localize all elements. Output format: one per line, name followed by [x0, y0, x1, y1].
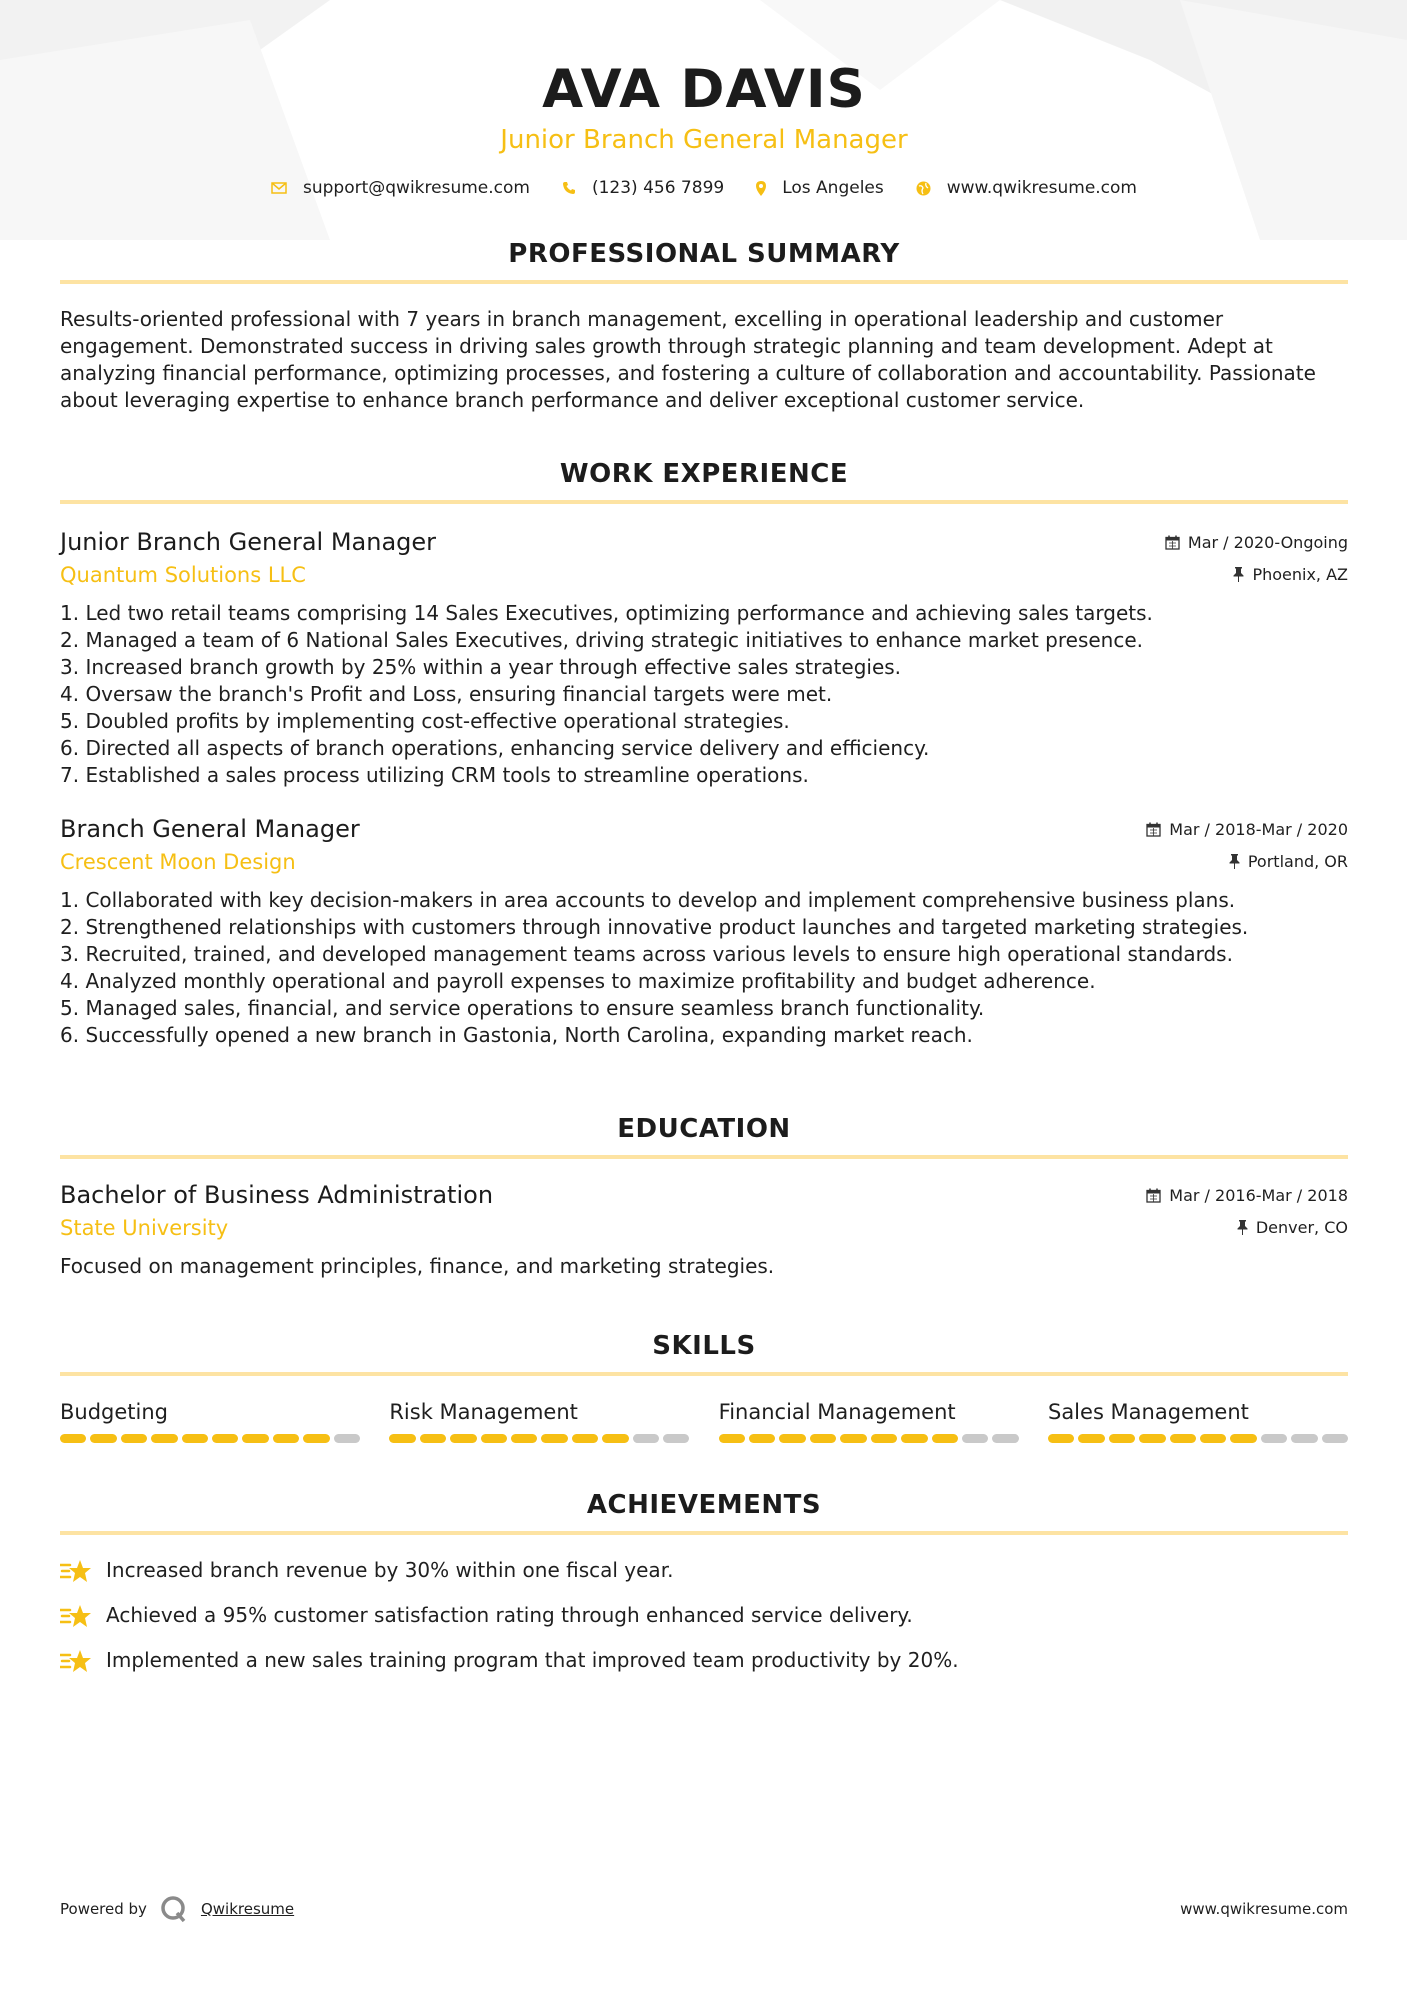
skill-dot [1170, 1434, 1196, 1443]
footer-url[interactable]: www.qwikresume.com [1180, 1900, 1348, 1918]
skill-dot [242, 1434, 268, 1443]
skill-dot [303, 1434, 329, 1443]
achievements-heading: ACHIEVEMENTS [586, 1490, 822, 1520]
skill-dot [602, 1434, 628, 1443]
school-name: State University [60, 1216, 229, 1240]
skill-dot [779, 1434, 805, 1443]
phone-icon [562, 181, 576, 195]
education-dates: Mar / 2016-Mar / 2018 [1169, 1185, 1348, 1205]
job-location: Phoenix, AZ [1252, 564, 1348, 584]
achievement-text: Increased branch revenue by 30% within one fiscal year. [106, 1558, 674, 1582]
list-item: 6. Successfully opened a new branch in Gastonia, North Carolina, expanding market reach. [60, 1023, 973, 1047]
list-item: 2. Strengthened relationships with customers through innovative product launches and targeted marketing strategies. [60, 915, 1249, 939]
achievement-text: Achieved a 95% customer satisfaction rating through enhanced service delivery. [106, 1603, 913, 1627]
achievements-section [60, 1487, 1348, 1674]
skill-dot [1048, 1434, 1074, 1443]
skill-dot [871, 1434, 897, 1443]
contact-location-text: Los Angeles [782, 178, 884, 198]
skill-dot [450, 1434, 476, 1443]
list-item: 6. Directed all aspects of branch operations, enhancing service delivery and efficiency. [60, 736, 930, 760]
list-item: 4. Oversaw the branch's Profit and Loss, ensuring financial targets were met. [60, 682, 833, 706]
skill-dot [1200, 1434, 1226, 1443]
skill-item [389, 1398, 689, 1443]
skill-dot [1139, 1434, 1165, 1443]
list-item: 4. Analyzed monthly operational and payroll expenses to maximize profitability and budget adherence. [60, 969, 1096, 993]
skill-name: Risk Management [389, 1400, 578, 1424]
skills-list [60, 1398, 1348, 1443]
skill-dot [121, 1434, 147, 1443]
page-footer [60, 1895, 1348, 1923]
skill-dot [481, 1434, 507, 1443]
summary-text: Results-oriented professional with 7 years in branch management, excelling in operational leadership and customer engagement. Demonstrated success in driving sales growth through strategic planning and team development. Adept at analyzing financial performance, optimizing processes, and fostering a culture of collaboration and accountability. Passionate about leveraging expertise to enhance branch performance and deliver exceptional customer service. [60, 307, 1316, 412]
shooting-star-icon [60, 1603, 92, 1629]
job-entry [60, 813, 1348, 1049]
skill-name: Financial Management [718, 1400, 956, 1424]
list-item: 2. Managed a team of 6 National Sales Executives, driving strategic initiatives to enhance market presence. [60, 628, 1144, 652]
skill-rating [719, 1434, 1019, 1443]
achievement-item [60, 1602, 1348, 1629]
skill-dot [633, 1434, 659, 1443]
job-entry [60, 526, 1348, 789]
education-description: Focused on management principles, finance, and marketing strategies. [60, 1254, 775, 1278]
envelope-icon [271, 182, 287, 194]
globe-icon [916, 181, 931, 196]
contact-location [756, 178, 884, 198]
skill-dot [663, 1434, 689, 1443]
candidate-name: AVA DAVIS [542, 59, 866, 120]
skill-dot [572, 1434, 598, 1443]
skill-dot [749, 1434, 775, 1443]
job-location: Portland, OR [1247, 851, 1348, 871]
skill-dot [962, 1434, 988, 1443]
education-location: Denver, CO [1255, 1217, 1348, 1237]
contact-website-text: www.qwikresume.com [946, 178, 1137, 198]
skills-section [60, 1328, 1348, 1443]
skill-dot [901, 1434, 927, 1443]
list-item: 7. Established a sales process utilizing CRM tools to streamline operations. [60, 763, 809, 787]
contact-phone[interactable] [562, 178, 724, 198]
skill-dot [1109, 1434, 1135, 1443]
skill-dot [334, 1434, 360, 1443]
job-bullets [60, 887, 1348, 1049]
contact-email[interactable] [271, 178, 530, 198]
contact-bar [60, 178, 1348, 198]
calendar-icon [1146, 822, 1161, 837]
resume-header [60, 0, 1348, 198]
skill-dot [389, 1434, 415, 1443]
education-heading: EDUCATION [617, 1114, 791, 1144]
section-divider [60, 1531, 1348, 1535]
skill-name: Budgeting [60, 1400, 169, 1424]
contact-email-text: support@qwikresume.com [303, 178, 530, 198]
skill-dot [212, 1434, 238, 1443]
brand-link[interactable]: Qwikresume [200, 1900, 295, 1918]
section-divider [60, 280, 1348, 284]
education-section [60, 1111, 1348, 1280]
skill-dot [1230, 1434, 1256, 1443]
degree-title: Bachelor of Business Administration [60, 1181, 494, 1209]
skill-item [1048, 1398, 1348, 1443]
job-title: Branch General Manager [60, 815, 360, 843]
skill-dot [182, 1434, 208, 1443]
job-company: Quantum Solutions LLC [60, 563, 306, 587]
achievement-text: Implemented a new sales training program that improved team productivity by 20%. [106, 1648, 959, 1672]
experience-section [60, 456, 1348, 1049]
calendar-icon [1165, 535, 1180, 550]
skill-dot [810, 1434, 836, 1443]
list-item: 3. Recruited, trained, and developed management teams across various levels to ensure high operational standards. [60, 942, 1233, 966]
shooting-star-icon [60, 1558, 92, 1584]
skill-item [719, 1398, 1019, 1443]
section-divider [60, 500, 1348, 504]
skill-rating [389, 1434, 689, 1443]
skill-dot [541, 1434, 567, 1443]
list-item: 1. Collaborated with key decision-makers in area accounts to develop and implement comprehensive business plans. [60, 888, 1236, 912]
section-divider [60, 1372, 1348, 1376]
skill-dot [719, 1434, 745, 1443]
education-entry [60, 1179, 1348, 1280]
pushpin-icon [1229, 854, 1240, 869]
skill-dot [151, 1434, 177, 1443]
job-dates: Mar / 2018-Mar / 2020 [1169, 819, 1348, 839]
job-bullets [60, 600, 1348, 789]
location-pin-icon [756, 181, 766, 196]
job-company: Crescent Moon Design [60, 850, 296, 874]
resume-page [60, 0, 1348, 1692]
job-title: Junior Branch General Manager [60, 528, 437, 556]
list-item: 3. Increased branch growth by 25% within a year through effective sales strategies. [60, 655, 902, 679]
skill-dot [1261, 1434, 1287, 1443]
skill-rating [60, 1434, 360, 1443]
pushpin-icon [1237, 1220, 1248, 1235]
list-item: 5. Managed sales, financial, and service operations to ensure seamless branch functionality. [60, 996, 985, 1020]
skills-heading: SKILLS [652, 1331, 756, 1361]
skill-name: Sales Management [1047, 1400, 1249, 1424]
skill-dot [840, 1434, 866, 1443]
skill-dot [1322, 1434, 1348, 1443]
contact-website[interactable] [916, 178, 1137, 198]
powered-by [60, 1895, 294, 1923]
skill-dot [1291, 1434, 1317, 1443]
skill-dot [273, 1434, 299, 1443]
summary-section [60, 236, 1348, 414]
list-item: 1. Led two retail teams comprising 14 Sales Executives, optimizing performance and achieving sales targets. [60, 601, 1153, 625]
skill-item [60, 1398, 360, 1443]
powered-label: Powered by [60, 1900, 147, 1918]
calendar-icon [1146, 1188, 1161, 1203]
skill-dot [1078, 1434, 1104, 1443]
skill-dot [992, 1434, 1018, 1443]
skill-dot [90, 1434, 116, 1443]
pushpin-icon [1233, 567, 1244, 582]
section-divider [60, 1155, 1348, 1159]
skill-rating [1048, 1434, 1348, 1443]
job-dates: Mar / 2020-Ongoing [1187, 532, 1348, 552]
skill-dot [932, 1434, 958, 1443]
shooting-star-icon [60, 1648, 92, 1674]
summary-heading: PROFESSIONAL SUMMARY [508, 239, 900, 269]
achievement-item [60, 1647, 1348, 1674]
experience-heading: WORK EXPERIENCE [559, 459, 849, 489]
skill-dot [511, 1434, 537, 1443]
achievement-item [60, 1557, 1348, 1584]
skill-dot [420, 1434, 446, 1443]
list-item: 5. Doubled profits by implementing cost-effective operational strategies. [60, 709, 790, 733]
contact-phone-text: (123) 456 7899 [591, 178, 725, 198]
qwikresume-logo-icon [159, 1895, 191, 1923]
skill-dot [60, 1434, 86, 1443]
candidate-title: Junior Branch General Manager [500, 125, 908, 155]
